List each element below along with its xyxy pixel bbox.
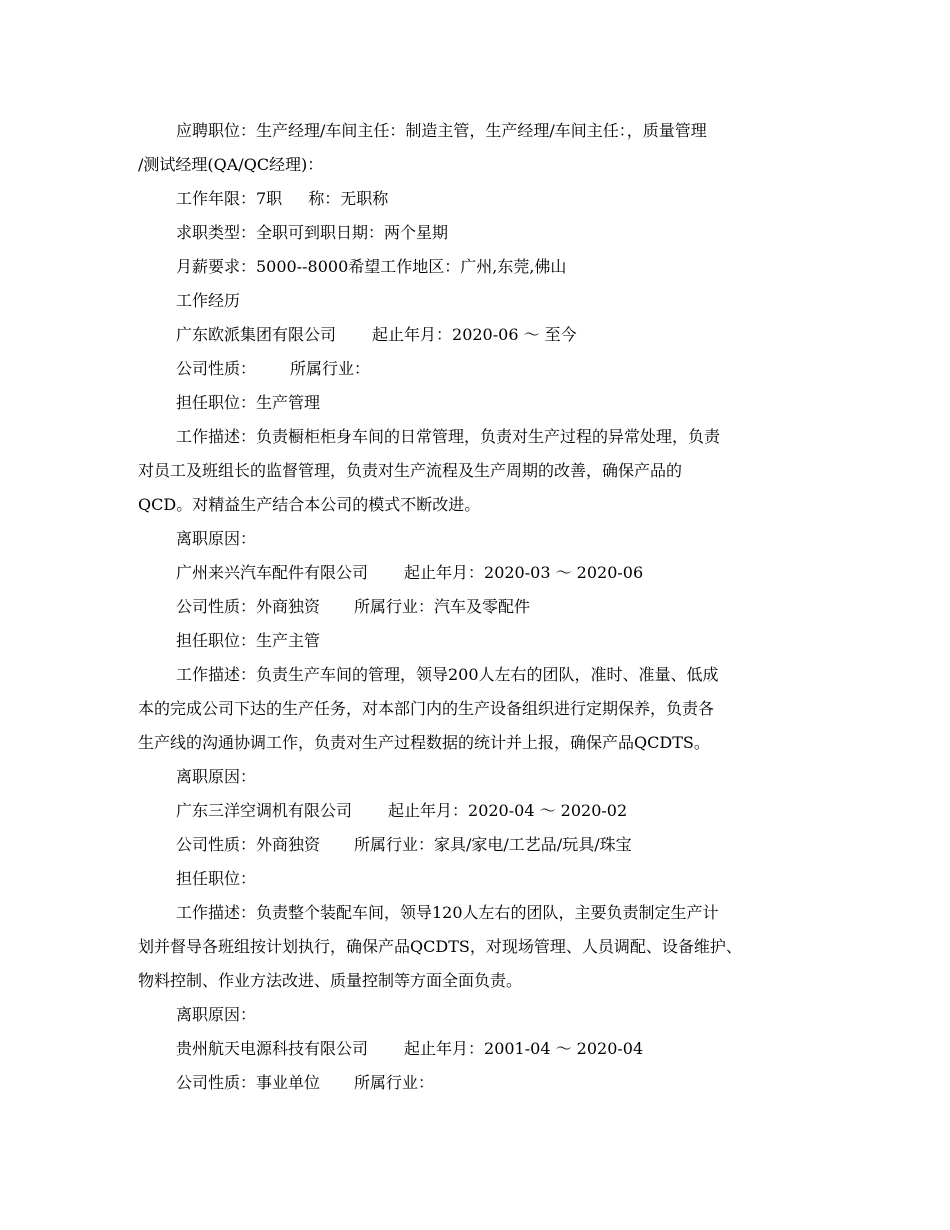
company-2-desc-line-1 xyxy=(138,661,828,695)
company-1-name: 广东欧派集团有限公司 xyxy=(176,325,337,344)
company-3-name: 广东三洋空调机有限公司 xyxy=(176,801,353,820)
company-3-desc-1: 工作描述：负责整个装配车间，领导120人左右的团队，主要负责制定生产计 xyxy=(176,903,719,922)
company-1-desc-line-2 xyxy=(138,457,828,491)
job-title-text: 称：无职称 xyxy=(308,189,389,208)
work-years-line xyxy=(138,185,828,219)
company-2-name: 广州来兴汽车配件有限公司 xyxy=(176,563,369,582)
company-2-nature: 公司性质：外商独资 xyxy=(176,597,321,616)
company-1-nature: 公司性质： xyxy=(176,359,257,378)
company-4-line xyxy=(138,1035,828,1069)
company-3-industry: 所属行业：家具/家电/工艺品/玩具/珠宝 xyxy=(354,835,632,854)
company-1-leave-reason-line xyxy=(138,525,828,559)
company-2-desc-2: 本的完成公司下达的生产任务，对本部门内的生产设备组织进行定期保养，负责各 xyxy=(138,699,715,718)
company-1-dates: 起止年月：2020-06 ～ 至今 xyxy=(372,325,577,344)
company-3-desc-line-1 xyxy=(138,899,828,933)
company-1-desc-2: 对员工及班组长的监督管理，负责对生产流程及生产周期的改善，确保产品的 xyxy=(138,461,683,480)
company-4-nature: 公司性质：事业单位 xyxy=(176,1073,321,1092)
company-2-desc-3: 生产线的沟通协调工作，负责对生产过程数据的统计并上报，确保产品QCDTS。 xyxy=(138,733,710,752)
work-history-heading-text: 工作经历 xyxy=(176,291,241,310)
applied-position-text-cont: /测试经理(QA/QC经理)： xyxy=(138,155,324,174)
company-4-name: 贵州航天电源科技有限公司 xyxy=(176,1039,369,1058)
applied-position-text: 应聘职位：生产经理/车间主任：制造主管，生产经理/车间主任：，质量管理 xyxy=(176,121,707,140)
job-type-line xyxy=(138,219,828,253)
company-3-desc-line-2 xyxy=(138,933,828,967)
company-4-info-line xyxy=(138,1069,828,1103)
company-1-desc-3: QCD。对精益生产结合本公司的模式不断改进。 xyxy=(138,495,481,514)
company-1-desc-line-3 xyxy=(138,491,828,525)
salary-line xyxy=(138,253,828,287)
work-years-text: 工作年限：7职 xyxy=(176,189,283,208)
company-2-industry: 所属行业：汽车及零配件 xyxy=(354,597,531,616)
company-1-position-line xyxy=(138,389,828,423)
company-2-desc-line-3 xyxy=(138,729,828,763)
company-4-industry: 所属行业： xyxy=(354,1073,435,1092)
company-2-position-line xyxy=(138,627,828,661)
resume-content xyxy=(138,117,828,1103)
company-1-desc-line-1 xyxy=(138,423,828,457)
company-3-leave-reason: 离职原因： xyxy=(176,1005,257,1024)
company-3-desc-line-3 xyxy=(138,967,828,1001)
applied-position-line xyxy=(138,117,828,151)
applied-position-line-cont xyxy=(138,151,828,185)
job-type-text: 求职类型：全职可到职日期：两个星期 xyxy=(176,223,449,242)
company-3-leave-reason-line xyxy=(138,1001,828,1035)
company-3-position: 担任职位： xyxy=(176,869,257,888)
company-2-desc-1: 工作描述：负责生产车间的管理，领导200人左右的团队，准时、准量、低成 xyxy=(176,665,719,684)
company-2-info-line xyxy=(138,593,828,627)
work-history-heading xyxy=(138,287,828,321)
salary-text: 月薪要求：5000--8000希望工作地区：广州,东莞,佛山 xyxy=(176,257,567,276)
company-4-dates: 起止年月：2001-04 ～ 2020-04 xyxy=(404,1039,644,1058)
company-3-desc-3: 物料控制、作业方法改进、质量控制等方面全面负责。 xyxy=(138,971,523,990)
company-1-industry: 所属行业： xyxy=(290,359,371,378)
company-1-position: 担任职位：生产管理 xyxy=(176,393,321,412)
company-1-info-line xyxy=(138,355,828,389)
company-2-line xyxy=(138,559,828,593)
company-2-desc-line-2 xyxy=(138,695,828,729)
company-3-position-line xyxy=(138,865,828,899)
company-3-nature: 公司性质：外商独资 xyxy=(176,835,321,854)
company-3-line xyxy=(138,797,828,831)
company-2-leave-reason-line xyxy=(138,763,828,797)
company-2-dates: 起止年月：2020-03 ～ 2020-06 xyxy=(404,563,644,582)
company-3-info-line xyxy=(138,831,828,865)
company-2-position: 担任职位：生产主管 xyxy=(176,631,321,650)
company-1-line xyxy=(138,321,828,355)
company-2-leave-reason: 离职原因： xyxy=(176,767,257,786)
company-3-desc-2: 划并督导各班组按计划执行，确保产品QCDTS，对现场管理、人员调配、设备维护、 xyxy=(138,937,742,956)
company-3-dates: 起止年月：2020-04 ～ 2020-02 xyxy=(388,801,628,820)
company-1-desc-1: 工作描述：负责橱柜柜身车间的日常管理，负责对生产过程的异常处理，负责 xyxy=(176,427,721,446)
company-1-leave-reason: 离职原因： xyxy=(176,529,257,548)
